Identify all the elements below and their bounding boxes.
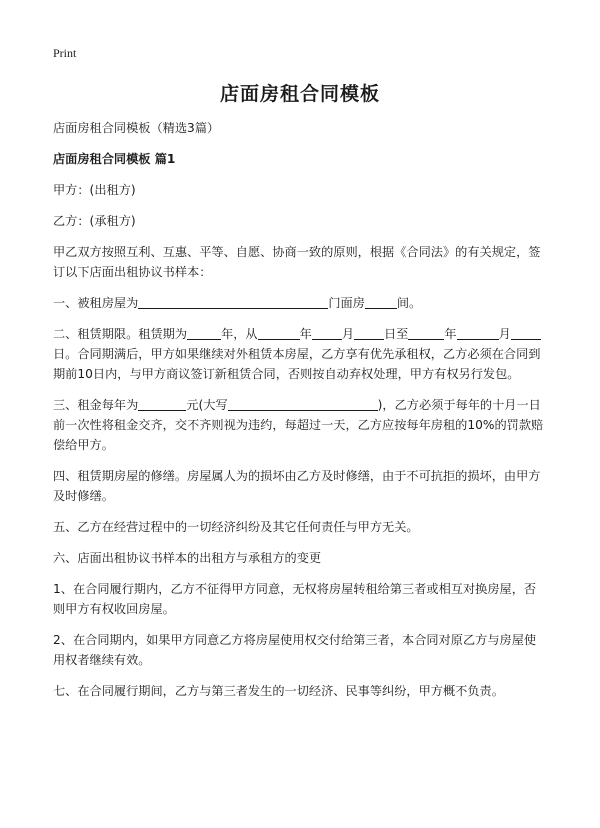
intro-line: 店面房租合同模板（精选3篇） <box>53 121 220 135</box>
document-title: 店面房租合同模板 <box>219 83 380 105</box>
clause-6: 六、店面出租协议书样本的出租方与承租方的变更 <box>53 551 322 565</box>
section-heading: 店面房租合同模板 篇1 <box>53 152 176 166</box>
clause-2-text-a: 二、租赁期限。租赁期为 <box>53 327 188 341</box>
clause-2 <box>53 324 547 384</box>
clause-2-text-e: 日至 <box>384 327 409 341</box>
clause-2-text-g: 月 <box>498 327 511 341</box>
clause-5: 五、乙方在经营过程中的一切经济纠纷及其它任何责任与甲方无关。 <box>53 520 419 534</box>
blank-field <box>354 325 384 340</box>
preamble-paragraph: 甲乙双方按照互利、互惠、平等、自愿、协商一致的原则，根据《合同法》的有关规定，签订以下店面出租协议书样本： <box>53 245 541 279</box>
clause-2-text-h: 日。合同期满后，甲方如果继续对外租赁本房屋，乙方享有优先承租权，乙方必须在合同到期前10日内，与甲方商议签订新租赁合同，否则按自动弃权处理，甲方有权另行发包。 <box>53 347 541 381</box>
blank-field <box>457 325 499 340</box>
blank-field <box>511 325 541 340</box>
document-body <box>53 118 547 712</box>
clause-2-text-f: 年 <box>444 327 457 341</box>
clause-1 <box>53 293 547 313</box>
clause-2-text-b: 年，从 <box>221 327 258 341</box>
party-a-line: 甲方：(出租方) <box>53 183 136 197</box>
clause-2-text-d: 月 <box>341 327 354 341</box>
clause-2-text-c: 年 <box>299 327 312 341</box>
clause-3-text-c: )，乙方必须于每年的十月一日前一次性将租金交齐，交不齐则视为违约，每超过一天，乙方应按每年房租的10%的罚款赔偿给甲方。 <box>53 398 544 452</box>
blank-field <box>228 396 378 411</box>
blank-field <box>312 325 342 340</box>
print-link[interactable]: Print <box>53 46 77 60</box>
clause-6-item-1: 1、在合同履行期内，乙方不征得甲方同意，无权将房屋转租给第三者或相互对换房屋，否则甲方有权收回房屋。 <box>53 582 537 616</box>
clause-3 <box>53 395 547 455</box>
blank-field <box>408 325 444 340</box>
clause-3-text-b: 元(大写 <box>186 398 228 412</box>
clause-4: 四、租赁期房屋的修缮。房屋属人为的损坏由乙方及时修缮，由于不可抗拒的损坏，由甲方及时修缮。 <box>53 469 541 503</box>
blank-field <box>138 294 328 309</box>
blank-field <box>365 294 397 309</box>
blank-field <box>138 396 186 411</box>
clause-1-text-c: 间。 <box>396 296 422 310</box>
blank-field <box>258 325 300 340</box>
clause-3-text-a: 三、租金每年为 <box>53 398 139 412</box>
clause-1-text-a: 一、被租房屋为 <box>53 296 139 310</box>
party-b-line: 乙方：(承租方) <box>53 214 136 228</box>
clause-7: 七、在合同履行期间，乙方与第三者发生的一切经济、民事等纠纷，甲方概不负责。 <box>53 684 504 698</box>
clause-1-text-b: 门面房 <box>328 296 365 310</box>
blank-field <box>187 325 221 340</box>
clause-6-item-2: 2、在合同期内，如果甲方同意乙方将房屋使用权交付给第三者，本合同对原乙方与房屋使用权者继续有效。 <box>53 633 537 667</box>
